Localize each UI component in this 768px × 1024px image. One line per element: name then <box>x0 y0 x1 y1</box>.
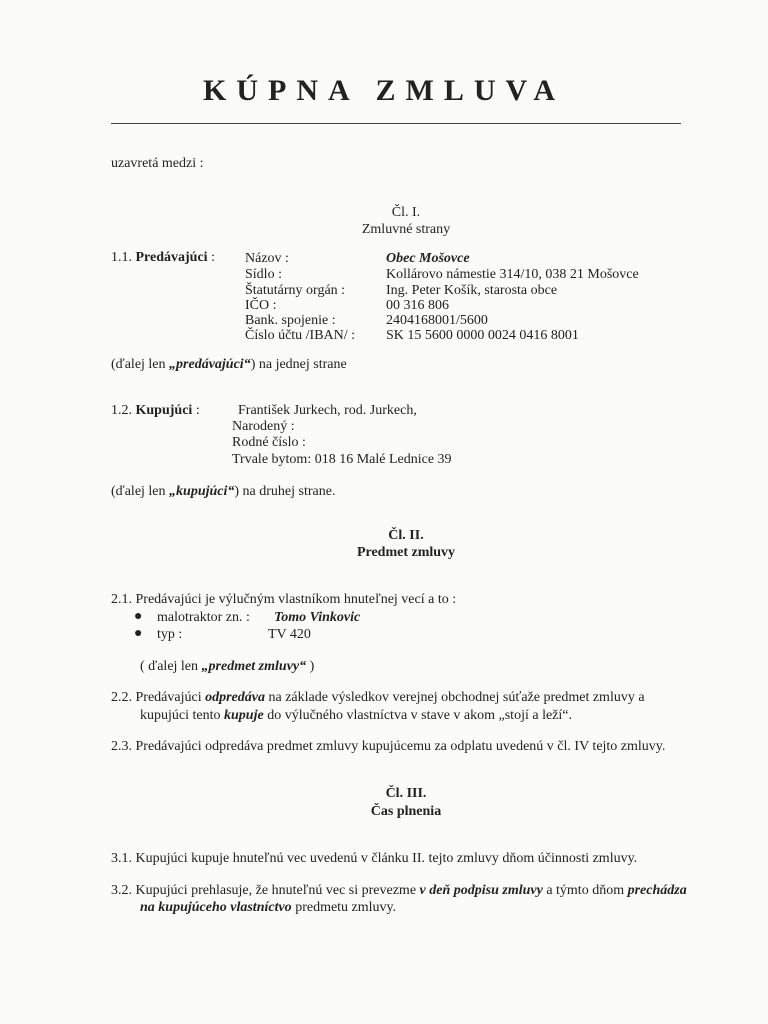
seller-field-label: Sídlo : <box>245 267 282 282</box>
p32-emph: v deň podpisu zmluvy <box>419 883 543 898</box>
buyer-line: František Jurkech, rod. Jurkech, <box>238 403 417 418</box>
p22-emph: kupuje <box>224 708 264 723</box>
seller-section-number: 1.1. <box>111 250 132 265</box>
subject-note <box>140 659 314 675</box>
buyer-note-prefix: (ďalej len <box>111 484 170 499</box>
subject-note-term: „predmet zmluvy“ <box>201 659 307 674</box>
buyer-note-suffix: ) na druhej strane. <box>234 484 336 499</box>
article-1-heading: Zmluvné strany <box>361 222 451 237</box>
seller-colon: : <box>211 250 215 265</box>
buyer-section-number: 1.2. <box>111 403 132 418</box>
paragraph-2-1: 2.1. Predávajúci je výlučným vlastníkom hnuteľnej vecí a to : <box>111 592 457 607</box>
article-2-number: Čl. II. <box>388 528 424 543</box>
seller-note-prefix: (ďalej len <box>111 357 170 372</box>
seller-section <box>111 250 215 266</box>
item-label: malotraktor zn. : <box>157 610 250 625</box>
p22-text: do výlučného vlastníctva v stave v akom „stojí a leží“. <box>263 708 572 723</box>
seller-field-label: Číslo účtu /IBAN/ : <box>245 328 356 343</box>
paragraph-2-2-cont <box>140 708 572 724</box>
buyer-line: Narodený : <box>232 419 295 434</box>
article-3-heading: Čas plnenia <box>370 804 442 819</box>
p32-emph: na kupujúceho vlastníctvo <box>140 900 292 915</box>
subject-note-suffix: ) <box>306 659 315 674</box>
p22-text: 2.2. Predávajúci <box>111 690 206 705</box>
bullet-icon: ● <box>134 626 143 641</box>
seller-note-term: „predávajúci“ <box>169 357 251 372</box>
subject-note-prefix: ( ďalej len <box>140 659 202 674</box>
article-1-number: Čl. I. <box>391 205 421 220</box>
buyer-line: Rodné číslo : <box>232 435 306 450</box>
paragraph-3-2-cont <box>140 900 396 916</box>
title-rule <box>111 123 681 124</box>
item-label: typ : <box>157 627 183 642</box>
p32-text: a týmto dňom <box>542 883 628 898</box>
p22-emph: odpredáva <box>205 690 265 705</box>
paragraph-2-2 <box>111 690 645 706</box>
p22-text: na základe výsledkov verejnej obchodnej súťaže predmet zmluvy a <box>264 690 645 705</box>
paragraph-3-2 <box>111 883 687 899</box>
buyer-line: Trvale bytom: 018 16 Malé Lednice 39 <box>232 452 452 467</box>
p32-text: 3.2. Kupujúci prehlasuje, že hnuteľnú vec si prevezme <box>111 883 420 898</box>
buyer-colon: : <box>195 403 200 418</box>
seller-note-suffix: ) na jednej strane <box>250 357 347 372</box>
paragraph-3-1: 3.1. Kupujúci kupuje hnuteľnú vec uvedenú v článku II. tejto zmluvy dňom účinnosti zmluvy. <box>111 851 638 866</box>
p32-emph: prechádza <box>627 883 687 898</box>
article-2-heading: Predmet zmluvy <box>356 545 456 560</box>
article-3-number: Čl. III. <box>385 786 427 801</box>
buyer-note-term: „kupujúci“ <box>169 484 235 499</box>
seller-field-value: 2404168001/5600 <box>386 313 488 328</box>
item-value: Tomo Vinkovic <box>274 610 361 625</box>
paragraph-2-3: 2.3. Predávajúci odpredáva predmet zmluvy kupujúcemu za odplatu uvedenú v čl. IV tejto zmluvy. <box>111 739 666 754</box>
seller-field-value: SK 15 5600 0000 0024 0416 8001 <box>386 328 579 343</box>
p32-text: predmetu zmluvy. <box>291 900 397 915</box>
buyer-section <box>111 403 200 419</box>
item-value: TV 420 <box>268 627 311 642</box>
seller-field-label: Názov : <box>245 251 289 266</box>
seller-field-value: 00 316 806 <box>386 298 449 313</box>
p22-text: kupujúci tento <box>140 708 224 723</box>
intro-text: uzavretá medzi : <box>111 156 204 171</box>
seller-field-label: IČO : <box>245 298 277 313</box>
seller-field-value: Obec Mošovce <box>386 251 470 266</box>
seller-field-value: Ing. Peter Košík, starosta obce <box>386 283 558 298</box>
document-title: KÚPNA ZMLUVA <box>203 74 565 107</box>
buyer-label: Kupujúci <box>135 403 193 418</box>
buyer-note <box>111 484 335 500</box>
seller-field-label: Bank. spojenie : <box>245 313 336 328</box>
seller-note <box>111 357 347 373</box>
seller-field-label: Štatutárny orgán : <box>245 283 346 298</box>
bullet-icon: ● <box>134 609 143 624</box>
seller-label: Predávajúci <box>135 250 208 265</box>
seller-field-value: Kollárovo námestie 314/10, 038 21 Mošovce <box>386 267 639 282</box>
